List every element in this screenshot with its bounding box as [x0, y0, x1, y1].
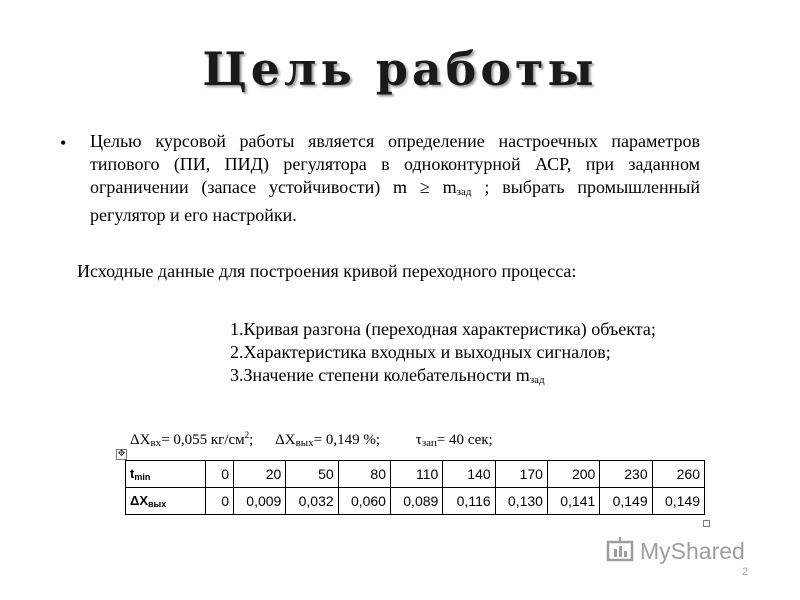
table-cell: 110: [390, 461, 442, 488]
page-number: 2: [742, 566, 749, 578]
dx-in-value: = 0,055 кг/см: [161, 432, 245, 448]
formula-dx-out: [275, 432, 380, 449]
row-label-time: [126, 461, 206, 488]
bullet-text-main: Целью курсовой работы является определение настроечных параметров типового (ПИ, ПИД) регулятора в одноконтурной АСР, при заданном ограничении (запасе устойчивости) m ≥ m: [90, 131, 700, 197]
table-row: [126, 461, 705, 488]
table-cell: 0,032: [286, 488, 338, 515]
table-cell: 260: [652, 461, 704, 488]
table-cell: 0,141: [547, 488, 599, 515]
dx-out-symbol: ΔX: [275, 432, 296, 448]
dx-out-label: ΔX: [130, 493, 149, 508]
list-item-3-main: 3.Значение степени колебательности m: [230, 365, 530, 385]
tau-sub: зап: [421, 437, 437, 449]
table-cell: 0,009: [234, 488, 286, 515]
dx-in-sub: вх: [150, 437, 162, 449]
dx-in-end: ;: [249, 432, 254, 448]
table-resize-handle[interactable]: [703, 520, 710, 527]
bullet-dot: •: [60, 133, 67, 153]
table-cell: 0: [206, 461, 234, 488]
table-cell: 0,060: [338, 488, 390, 515]
signal-formula: [130, 430, 493, 449]
table-cell: 0,149: [600, 488, 652, 515]
list-item: [230, 364, 656, 392]
table-cell: 0,130: [495, 488, 547, 515]
list-item: 1.Кривая разгона (переходная характеристика) объекта;: [230, 319, 656, 339]
table-row: [126, 488, 705, 515]
table-cell: 200: [547, 461, 599, 488]
dx-in-symbol: ΔX: [130, 432, 151, 448]
source-data-list: [230, 318, 656, 392]
table-cell: 0,089: [390, 488, 442, 515]
table-cell: 0,116: [443, 488, 495, 515]
time-label-sub: min: [134, 472, 151, 482]
bullet-text-sub: зад: [456, 186, 472, 198]
intro-text: Исходные данные для построения кривой переходного процесса:: [77, 261, 577, 281]
table-move-handle-icon[interactable]: ✥: [117, 449, 126, 459]
table-cell: 80: [338, 461, 390, 488]
dx-out-sub: вых: [295, 437, 314, 449]
list-item-3-sub: зад: [529, 374, 545, 386]
bullet-text-tail: ; выбрать промышленный регулятор и его настройки.: [90, 177, 700, 225]
formula-tau: [416, 432, 493, 449]
table-cell: 0: [206, 488, 234, 515]
tau-value: = 40 сек;: [436, 432, 493, 448]
table-cell: 50: [286, 461, 338, 488]
time-label: t: [130, 466, 135, 481]
table-cell: 230: [600, 461, 652, 488]
slide-title: Цель работы: [202, 42, 598, 96]
table-cell: 0,149: [652, 488, 704, 515]
dx-out-label-sub: вых: [148, 499, 167, 509]
logo-text: MyShared: [640, 538, 745, 564]
tau-symbol: τ: [415, 432, 422, 448]
dx-out-value: = 0,149 %;: [313, 432, 381, 448]
dx-in-sup: 2: [244, 430, 250, 440]
table-cell: 140: [443, 461, 495, 488]
list-item: 2.Характеристика входных и выходных сигналов;: [230, 342, 611, 362]
transient-data-table: [125, 460, 705, 515]
table-cell: 20: [234, 461, 286, 488]
row-label-dx-out: [126, 488, 206, 515]
formula-dx-in: [130, 430, 253, 449]
bullet-paragraph: [90, 130, 700, 227]
table-cell: 170: [495, 461, 547, 488]
